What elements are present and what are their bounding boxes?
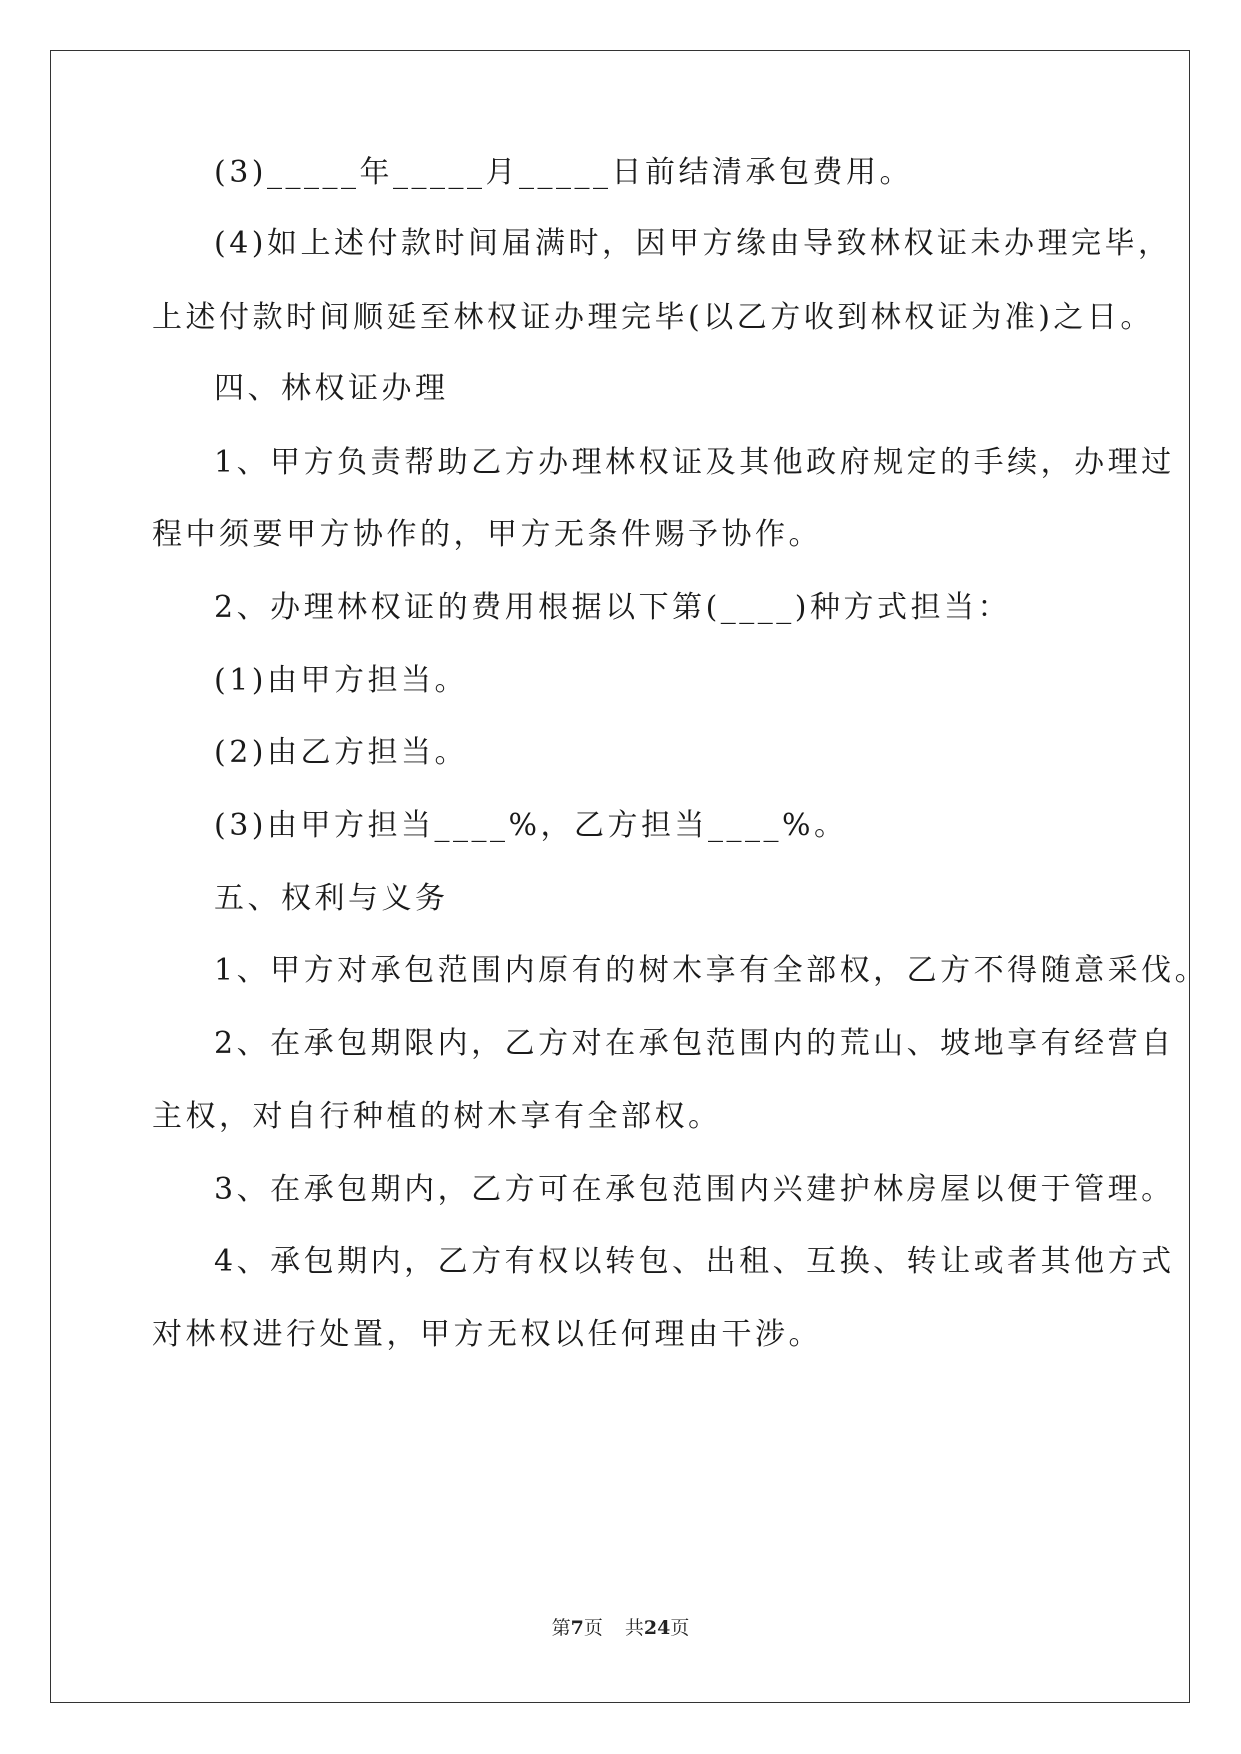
section-heading: 五、权利与义务 bbox=[214, 881, 449, 916]
paragraph-line: (2)由乙方担当。 bbox=[214, 735, 468, 770]
paragraph-line: 2、办理林权证的费用根据以下第(____)种方式担当： bbox=[214, 590, 1011, 625]
paragraph-line: (3)由甲方担当____%，乙方担当____%。 bbox=[214, 808, 848, 843]
paragraph-line: (1)由甲方担当。 bbox=[214, 663, 468, 698]
paragraph-line: 程中须要甲方协作的，甲方无条件赐予协作。 bbox=[152, 517, 822, 552]
paragraph-line: (4)如上述付款时间届满时，因甲方缘由导致林权证未办理完毕， bbox=[214, 226, 1172, 261]
paragraph-line: 3、在承包期内，乙方可在承包范围内兴建护林房屋以便于管理。 bbox=[214, 1172, 1175, 1207]
page-number-label: 第7页 bbox=[551, 1617, 603, 1639]
paragraph-line: 上述付款时间顺延至林权证办理完毕(以乙方收到林权证为准)之日。 bbox=[152, 300, 1154, 335]
paragraph-line: 2、在承包期限内，乙方对在承包范围内的荒山、坡地享有经营自 bbox=[214, 1026, 1175, 1061]
page-footer bbox=[0, 1616, 1241, 1640]
section-heading: 四、林权证办理 bbox=[214, 371, 449, 406]
total-pages-label: 共24页 bbox=[624, 1617, 690, 1639]
paragraph-line: 1、甲方负责帮助乙方办理林权证及其他政府规定的手续，办理过 bbox=[214, 445, 1175, 480]
paragraph-line: (3)_____年_____月_____日前结清承包费用。 bbox=[214, 155, 913, 190]
paragraph-line: 主权，对自行种植的树木享有全部权。 bbox=[152, 1099, 722, 1134]
paragraph-line: 对林权进行处置，甲方无权以任何理由干涉。 bbox=[152, 1317, 822, 1352]
paragraph-line: 4、承包期内，乙方有权以转包、出租、互换、转让或者其他方式 bbox=[214, 1244, 1175, 1279]
paragraph-line: 1、甲方对承包范围内原有的树木享有全部权，乙方不得随意采伐。 bbox=[214, 953, 1209, 988]
